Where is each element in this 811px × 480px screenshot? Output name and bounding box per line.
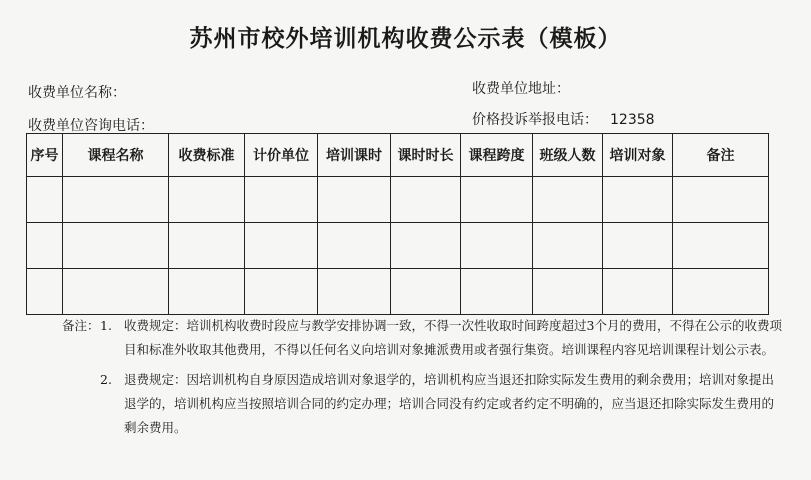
header-fee-standard: 收费标准 — [169, 134, 245, 177]
table-cell[interactable] — [63, 269, 169, 315]
table-cell[interactable] — [63, 177, 169, 223]
table-cell[interactable] — [461, 177, 533, 223]
table-cell[interactable] — [63, 223, 169, 269]
table-cell[interactable] — [533, 223, 603, 269]
note-item — [62, 368, 782, 440]
table-cell[interactable] — [169, 223, 245, 269]
unit-address-label: 收费单位地址： — [472, 81, 570, 97]
table-cell[interactable] — [245, 177, 318, 223]
table-header-row — [27, 134, 769, 177]
header-remarks: 备注 — [673, 134, 769, 177]
table-cell[interactable] — [245, 223, 318, 269]
table-cell[interactable] — [318, 177, 391, 223]
notes-prefix: 备注： — [62, 318, 100, 333]
table-cell[interactable] — [391, 269, 461, 315]
table-cell[interactable] — [169, 269, 245, 315]
table-cell[interactable] — [27, 177, 63, 223]
table-cell[interactable] — [603, 269, 673, 315]
table-row — [27, 223, 769, 269]
table-row — [27, 177, 769, 223]
note-item — [62, 314, 782, 362]
notes-section — [62, 314, 782, 440]
complaint-phone-label: 价格投诉举报电话： — [472, 112, 598, 128]
table-cell[interactable] — [673, 223, 769, 269]
table-cell[interactable] — [245, 269, 318, 315]
header-course-span: 课程跨度 — [461, 134, 533, 177]
header-seq: 序号 — [27, 134, 63, 177]
consult-phone-label: 收费单位咨询电话： — [28, 118, 154, 134]
table-cell[interactable] — [391, 177, 461, 223]
header-class-size: 班级人数 — [533, 134, 603, 177]
table-cell[interactable] — [169, 177, 245, 223]
header-pricing-unit: 计价单位 — [245, 134, 318, 177]
note-text-fee-rules: 收费规定：培训机构收费时段应与教学安排协调一致，不得一次性收取时间跨度超过3个月的费用，不得在公示的收费项目和标准外收取其他费用，不得以任何名义向培训对象摊派费用或者强行集资。培训课程内容见培训课程计划公示表。 — [124, 318, 782, 357]
unit-name-label: 收费单位名称： — [28, 85, 126, 101]
table-cell[interactable] — [318, 223, 391, 269]
page-title: 苏州市校外培训机构收费公示表（模板） — [189, 26, 622, 52]
header-course-name: 课程名称 — [63, 134, 169, 177]
note-text-refund-rules: 退费规定：因培训机构自身原因造成培训对象退学的，培训机构应当退还扣除实际发生费用的剩余费用；培训对象提出退学的，培训机构应当按照培训合同的约定办理；培训合同没有约定或者约定不明确的，应当退还扣除实际发生费用的剩余费用。 — [124, 372, 775, 435]
table-cell[interactable] — [391, 223, 461, 269]
note-number: 1. — [100, 318, 112, 333]
complaint-phone-number: 12358 — [610, 112, 655, 128]
table-row — [27, 269, 769, 315]
table-cell[interactable] — [461, 269, 533, 315]
complaint-phone — [472, 109, 655, 129]
table-cell[interactable] — [318, 269, 391, 315]
fee-table — [26, 133, 769, 315]
header-session-length: 课时时长 — [391, 134, 461, 177]
table-cell[interactable] — [673, 177, 769, 223]
table-cell[interactable] — [603, 177, 673, 223]
table-cell[interactable] — [673, 269, 769, 315]
header-target-group: 培训对象 — [603, 134, 673, 177]
table-cell[interactable] — [461, 223, 533, 269]
table-cell[interactable] — [533, 177, 603, 223]
note-number: 2. — [100, 372, 112, 387]
table-cell[interactable] — [603, 223, 673, 269]
table-cell[interactable] — [27, 223, 63, 269]
table-cell[interactable] — [27, 269, 63, 315]
table-cell[interactable] — [533, 269, 603, 315]
header-training-hours: 培训课时 — [318, 134, 391, 177]
